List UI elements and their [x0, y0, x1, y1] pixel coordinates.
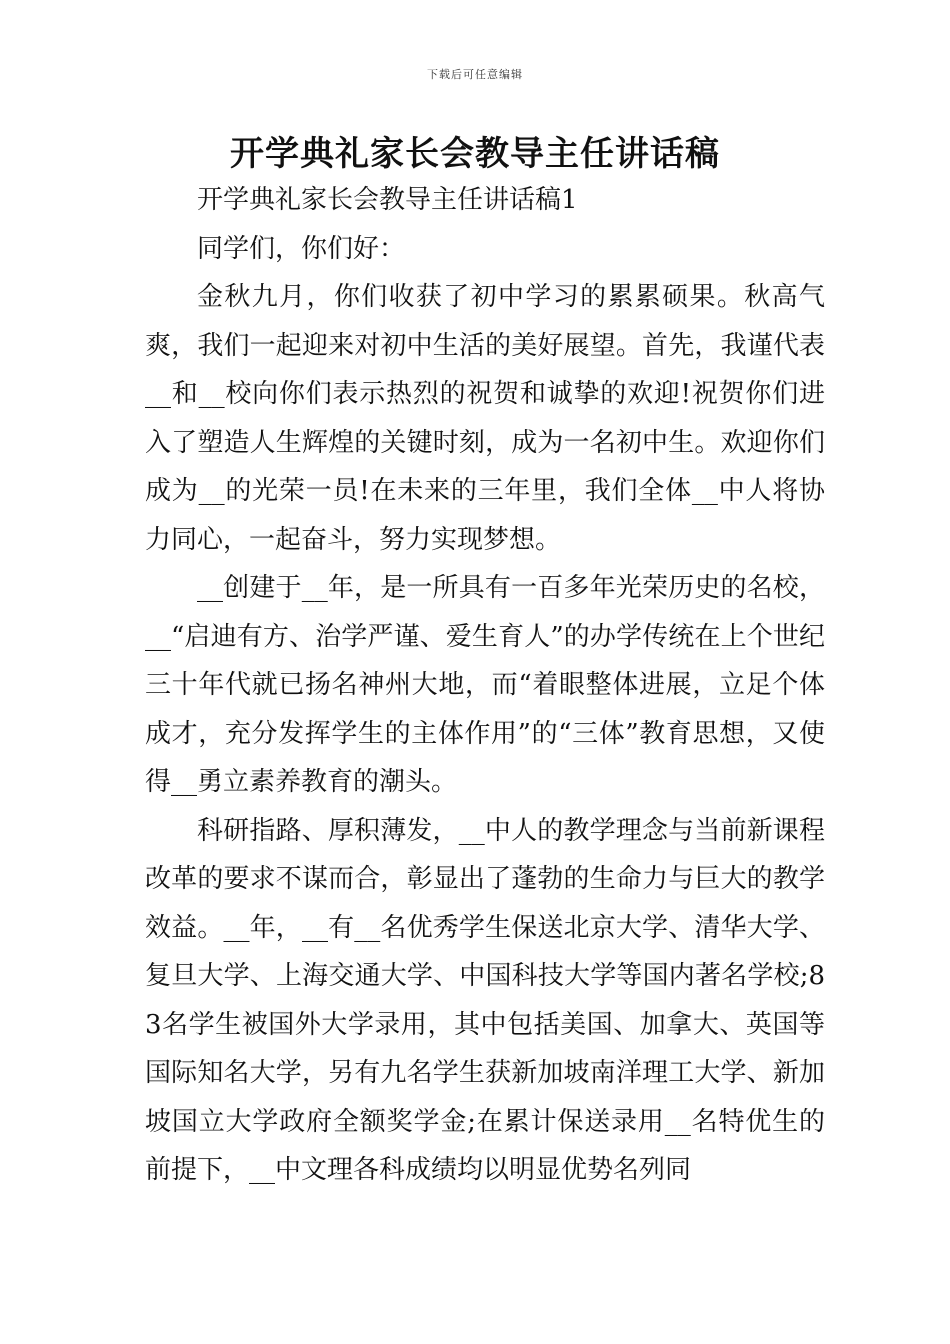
subtitle-paragraph: 开学典礼家长会教导主任讲话稿1 — [197, 185, 578, 215]
body-paragraph: 科研指路、厚积薄发，__中人的教学理念与当前新课程改革的要求不谋而合，彰显出了蓬勃的生命力与巨大的教学效益。__年，__有__名优秀学生保送北京大学、清华大学、复旦大学、上海交通大学、中国科技大学等国内著名学校;83名学生被国外大学录用，其中包括美国、加拿大、英国等国际知名大学，另有九名学生获新加坡南洋理工大学、新加坡国立大学政府全额奖学金;在累计保送录用__名特优生的前提下，__中文理各科成绩均以明显优势名列同 — [145, 815, 825, 1185]
greeting-paragraph: 同学们，你们好： — [197, 233, 406, 264]
header-note: 下载后可任意编辑 — [427, 68, 523, 81]
document-body — [145, 176, 825, 1195]
body-paragraph: __创建于__年，是一所具有一百多年光荣历史的名校，__“启迪有方、治学严谨、爱生育人”的办学传统在上个世纪三十年代就已扬名神州大地，而“着眼整体进展，立足个体成才，充分发挥学生的主体作用”的“三体”教育思想，又使得__勇立素养教育的潮头。 — [145, 573, 825, 797]
body-paragraph: 金秋九月，你们收获了初中学习的累累硕果。秋高气爽，我们一起迎来对初中生活的美好展望。首先，我谨代表__和__校向你们表示热烈的祝贺和诚挚的欢迎!祝贺你们进入了塑造人生辉煌的关键时刻，成为一名初中生。欢迎你们成为__的光荣一员!在未来的三年里，我们全体__中人将协力同心，一起奋斗，努力实现梦想。 — [145, 282, 825, 555]
document-title: 开学典礼家长会教导主任讲话稿 — [230, 134, 720, 174]
